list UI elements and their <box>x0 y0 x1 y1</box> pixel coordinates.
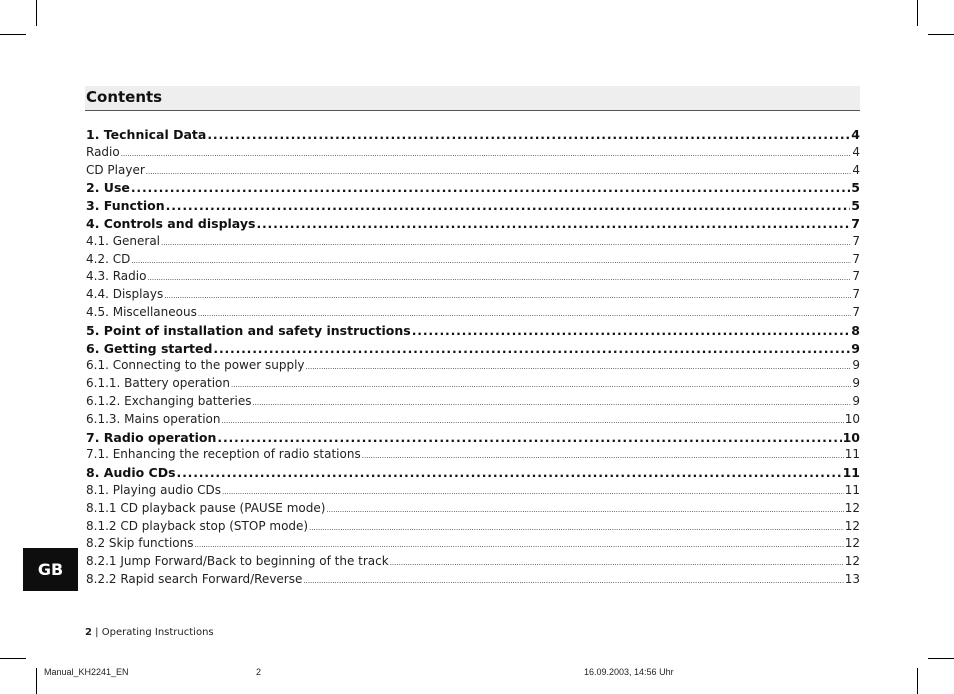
toc-entry-page: 13 <box>844 571 860 586</box>
toc-entry[interactable] <box>86 553 860 571</box>
toc-entry-label: 6. Getting started <box>86 340 213 356</box>
toc-entry-label: 8.2.2 Rapid search Forward/Reverse <box>86 571 303 586</box>
crop-mark <box>917 0 918 26</box>
toc-entry-page: 12 <box>844 554 860 569</box>
toc-entry-label: 8.1.1 CD playback pause (PAUSE mode) <box>86 500 326 515</box>
toc-entry-page: 11 <box>842 465 860 481</box>
toc-entry-page: 7 <box>852 304 860 319</box>
toc-leader-dots <box>147 270 851 288</box>
toc-entry-label: 8.1. Playing audio CDs <box>86 482 222 497</box>
toc-leader-dots <box>326 502 843 520</box>
toc-entry-page: 10 <box>844 411 860 426</box>
toc-leader-dots <box>303 573 843 591</box>
footer-text: Operating Instructions <box>101 627 214 638</box>
toc-entry-page: 4 <box>852 162 860 177</box>
toc-entry-page: 4 <box>852 144 860 159</box>
toc-entry-page: 11 <box>844 447 860 462</box>
toc-entry-page: 9 <box>851 340 860 356</box>
toc-entry-page: 7 <box>852 251 860 266</box>
toc-entry[interactable] <box>86 500 860 518</box>
toc-entry-label: 4.3. Radio <box>86 269 147 284</box>
toc-entry-page: 12 <box>844 536 860 551</box>
toc-entry[interactable] <box>86 144 860 162</box>
toc-entry-page: 4 <box>851 127 860 142</box>
toc-entry-label: 3. Function <box>86 198 165 214</box>
language-tab: GB <box>23 548 78 591</box>
toc-entry-label: 1. Technical Data <box>86 127 207 142</box>
crop-mark <box>0 658 26 659</box>
toc-entry[interactable] <box>86 429 860 447</box>
toc-entry-label: 6.1.2. Exchanging batteries <box>86 393 252 408</box>
toc-leader-dots <box>131 179 850 197</box>
toc-entry[interactable] <box>86 518 860 536</box>
print-file-name: Manual_KH2241_EN <box>44 667 129 677</box>
contents-header <box>85 86 860 111</box>
toc-leader-dots <box>121 146 852 164</box>
toc-entry-label: 4. Controls and displays <box>86 215 256 231</box>
table-of-contents <box>86 126 860 589</box>
crop-mark <box>928 658 954 659</box>
crop-mark <box>36 0 37 26</box>
toc-entry[interactable] <box>86 446 860 464</box>
toc-entry-page: 7 <box>852 269 860 284</box>
toc-leader-dots <box>164 288 851 306</box>
toc-leader-dots <box>390 555 844 573</box>
toc-entry[interactable] <box>86 464 860 482</box>
toc-entry[interactable] <box>86 268 860 286</box>
toc-leader-dots <box>131 253 851 271</box>
toc-entry-label: 7. Radio operation <box>86 429 217 445</box>
toc-entry[interactable] <box>86 286 860 304</box>
toc-entry-label: 7.1. Enhancing the reception of radio stations <box>86 447 361 462</box>
toc-entry-label: 6.1.3. Mains operation <box>86 411 221 426</box>
print-page-number: 2 <box>256 667 262 677</box>
crop-mark <box>917 668 918 694</box>
toc-entry-label: 6.1. Connecting to the power supply <box>86 358 305 373</box>
toc-entry[interactable] <box>86 251 860 269</box>
toc-entry-label: 5. Point of installation and safety instructions <box>86 322 411 338</box>
toc-entry-page: 9 <box>852 358 860 373</box>
toc-entry[interactable] <box>86 571 860 589</box>
toc-entry-page: 9 <box>852 376 860 391</box>
toc-entry-label: 6.1.1. Battery operation <box>86 376 231 391</box>
toc-entry-page: 11 <box>844 482 860 497</box>
footer-separator: | <box>95 627 99 638</box>
page-title: Contents <box>86 88 163 106</box>
toc-entry-label: 8. Audio CDs <box>86 465 176 481</box>
crop-mark <box>36 668 37 694</box>
page-footer <box>85 627 214 638</box>
toc-entry-page: 9 <box>852 393 860 408</box>
toc-entry-page: 8 <box>851 322 860 338</box>
toc-entry-label: 4.1. General <box>86 233 161 248</box>
print-timestamp: 16.09.2003, 14:56 Uhr <box>584 667 674 677</box>
toc-leader-dots <box>256 215 850 233</box>
toc-leader-dots <box>306 359 852 377</box>
toc-entry-label: 8.1.2 CD playback stop (STOP mode) <box>86 518 309 533</box>
toc-entry[interactable] <box>86 393 860 411</box>
toc-entry-page: 5 <box>851 180 860 196</box>
toc-entry-page: 12 <box>844 500 860 515</box>
toc-entry-label: 8.2.1 Jump Forward/Back to beginning of the track <box>86 554 389 569</box>
toc-leader-dots <box>161 235 851 253</box>
toc-entry[interactable] <box>86 162 860 180</box>
toc-entry[interactable] <box>86 340 860 358</box>
toc-leader-dots <box>309 520 844 538</box>
toc-leader-dots <box>207 126 850 144</box>
toc-entry[interactable] <box>86 411 860 429</box>
toc-entry[interactable] <box>86 197 860 215</box>
toc-leader-dots <box>231 377 851 395</box>
footer-page-number: 2 <box>85 627 92 638</box>
toc-leader-dots <box>213 340 850 358</box>
toc-entry-label: 2. Use <box>86 180 130 196</box>
toc-entry[interactable] <box>86 482 860 500</box>
toc-entry[interactable] <box>86 357 860 375</box>
toc-entry[interactable] <box>86 375 860 393</box>
toc-entry-page: 7 <box>852 287 860 302</box>
toc-entry-label: 4.4. Displays <box>86 287 164 302</box>
toc-entry-label: 8.2 Skip functions <box>86 536 194 551</box>
toc-leader-dots <box>166 197 851 215</box>
toc-entry-label: 4.2. CD <box>86 251 131 266</box>
toc-leader-dots <box>217 429 841 447</box>
crop-mark <box>0 34 26 35</box>
toc-entry[interactable] <box>86 535 860 553</box>
toc-entry-page: 10 <box>842 429 860 445</box>
toc-entry-label: Radio <box>86 144 120 159</box>
toc-leader-dots <box>412 322 851 340</box>
toc-entry[interactable] <box>86 126 860 144</box>
toc-entry-label: 4.5. Miscellaneous <box>86 304 197 319</box>
toc-entry-page: 5 <box>851 198 860 214</box>
toc-entry[interactable] <box>86 233 860 251</box>
toc-entry-page: 7 <box>852 233 860 248</box>
toc-entry-label: CD Player <box>86 162 145 177</box>
toc-entry[interactable] <box>86 304 860 322</box>
toc-leader-dots <box>177 464 842 482</box>
toc-entry[interactable] <box>86 322 860 340</box>
toc-entry-page: 7 <box>851 215 860 231</box>
toc-entry[interactable] <box>86 179 860 197</box>
crop-mark <box>928 34 954 35</box>
toc-entry-page: 12 <box>844 518 860 533</box>
toc-leader-dots <box>252 395 851 413</box>
toc-entry[interactable] <box>86 215 860 233</box>
